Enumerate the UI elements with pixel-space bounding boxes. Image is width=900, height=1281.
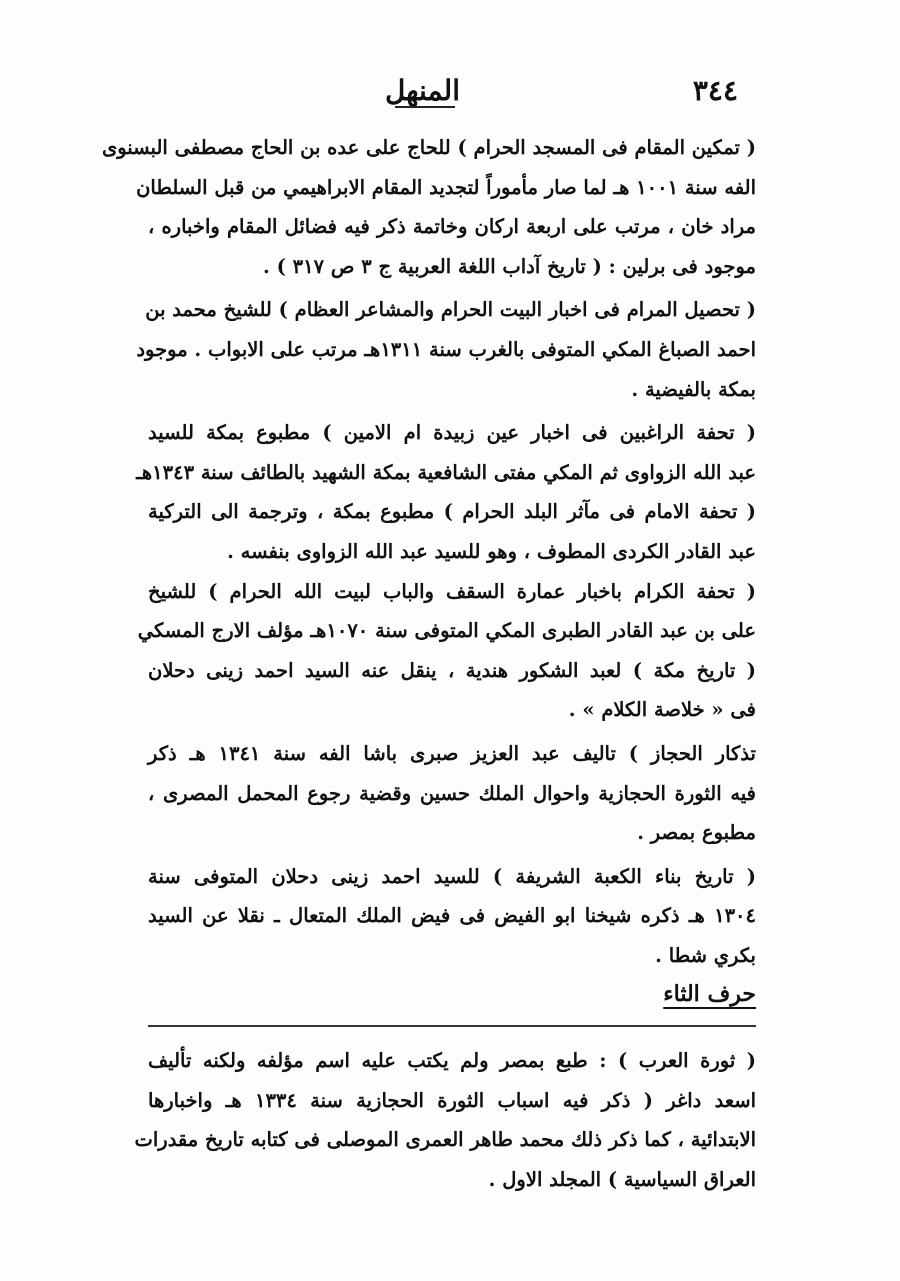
text-line: ( ثورة العرب ) : طبع بمصر ولم يكتب عليه اسم مؤلفه ولكنه تأليف (148, 1049, 756, 1073)
text-line: فى « خلاصة الكلام » . (568, 698, 756, 722)
text-line: عبد القادر الكردى المطوف ، وهو للسيد عبد الله الزواوى بنفسه . (227, 539, 756, 563)
text-line: بمكة بالفيضية . (631, 377, 756, 401)
text-line: الابتدائية ، كما ذكر ذلك محمد طاهر العمرى الموصلى فى كتابه تاريخ مقدرات (134, 1128, 756, 1152)
text-line: فيه الثورة الحجازية واحوال الملك حسين وقضية رجوع المحمل المصرى ، (148, 781, 756, 805)
section-heading: حرف الثاء (663, 981, 756, 1008)
text-line: احمد الصباغ المكي المتوفى بالغرب سنة ١٣١١هـ مرتب على الابواب . موجود (136, 337, 756, 361)
text-line: ( تحفة الراغبين فى اخبار عين زبيدة ام الامين ) مطبوع بمكة للسيد (148, 421, 756, 445)
section-ta-entries (101, 128, 756, 975)
text-line: ( تحفة الامام فى مآثر البلد الحرام ) مطبوع بمكة ، وترجمة الى التركية (148, 500, 756, 524)
section-tha-entries (134, 1041, 757, 1199)
text-line: تذكار الحجاز ) تاليف عبد العزيز صبرى باشا الفه سنة ١٣٤١ هـ ذكر (148, 741, 756, 765)
text-line: ( تمكين المقام فى المسجد الحرام ) للحاج على عده بن الحاج مصطفى البسنوى (101, 136, 756, 159)
text-line: العراق السياسية ) المجلد الاول . (488, 1167, 756, 1191)
page-body (101, 128, 757, 1199)
page-header (0, 74, 900, 114)
text-line: اسعد داغر ( ذكر فيه اسباب الثورة الحجازية سنة ١٣٣٤ هـ واخبارها (148, 1088, 757, 1112)
section-divider (148, 1025, 756, 1027)
text-line: ١٣٠٤ هـ ذكره شيخنا ابو الفيض فى فيض الملك المتعال ـ نقلا عن السيد (148, 904, 756, 928)
text-line: مراد خان ، مرتب على اربعة اركان وخاتمة ذكر فيه فضائل المقام واخباره ، (148, 215, 756, 239)
text-line: عبد الله الزواوى ثم المكي مفتى الشافعية بمكة الشهيد بالطائف سنة ١٣٤٣هـ (136, 460, 756, 484)
text-line: مطبوع بمصر . (637, 821, 756, 845)
text-line: ( تحصيل المرام فى اخبار البيت الحرام والمشاعر العظام ) للشيخ محمد بن (145, 298, 756, 322)
text-line: ( تاريخ مكة ) لعبد الشكور هندية ، ينقل عنه السيد احمد زينى دحلان (148, 658, 756, 682)
text-line: على بن عبد القادر الطبرى المكي المتوفى سنة ١٠٧٠هـ مؤلف الارج المسكي (137, 619, 756, 643)
text-line: الفه سنة ١٠٠١ هـ لما صار مأموراً لتجديد المقام الابراهيمي من قبل السلطان (136, 175, 756, 199)
title-underline (395, 106, 455, 108)
text-line: ( تاريخ بناء الكعبة الشريفة ) للسيد احمد زينى دحلان المتوفى سنة (148, 864, 756, 888)
text-line: بكري شطا . (655, 943, 756, 967)
page-number: ٣٤٤ (692, 74, 738, 107)
text-line: ( تحفة الكرام باخبار عمارة السقف والباب لبيت الله الحرام ) للشيخ (148, 579, 756, 603)
journal-title: المنهل (384, 74, 460, 107)
text-line: موجود فى برلين : ( تاريخ آداب اللغة العربية ج ٣ ص ٣١٧ ) . (263, 254, 756, 278)
